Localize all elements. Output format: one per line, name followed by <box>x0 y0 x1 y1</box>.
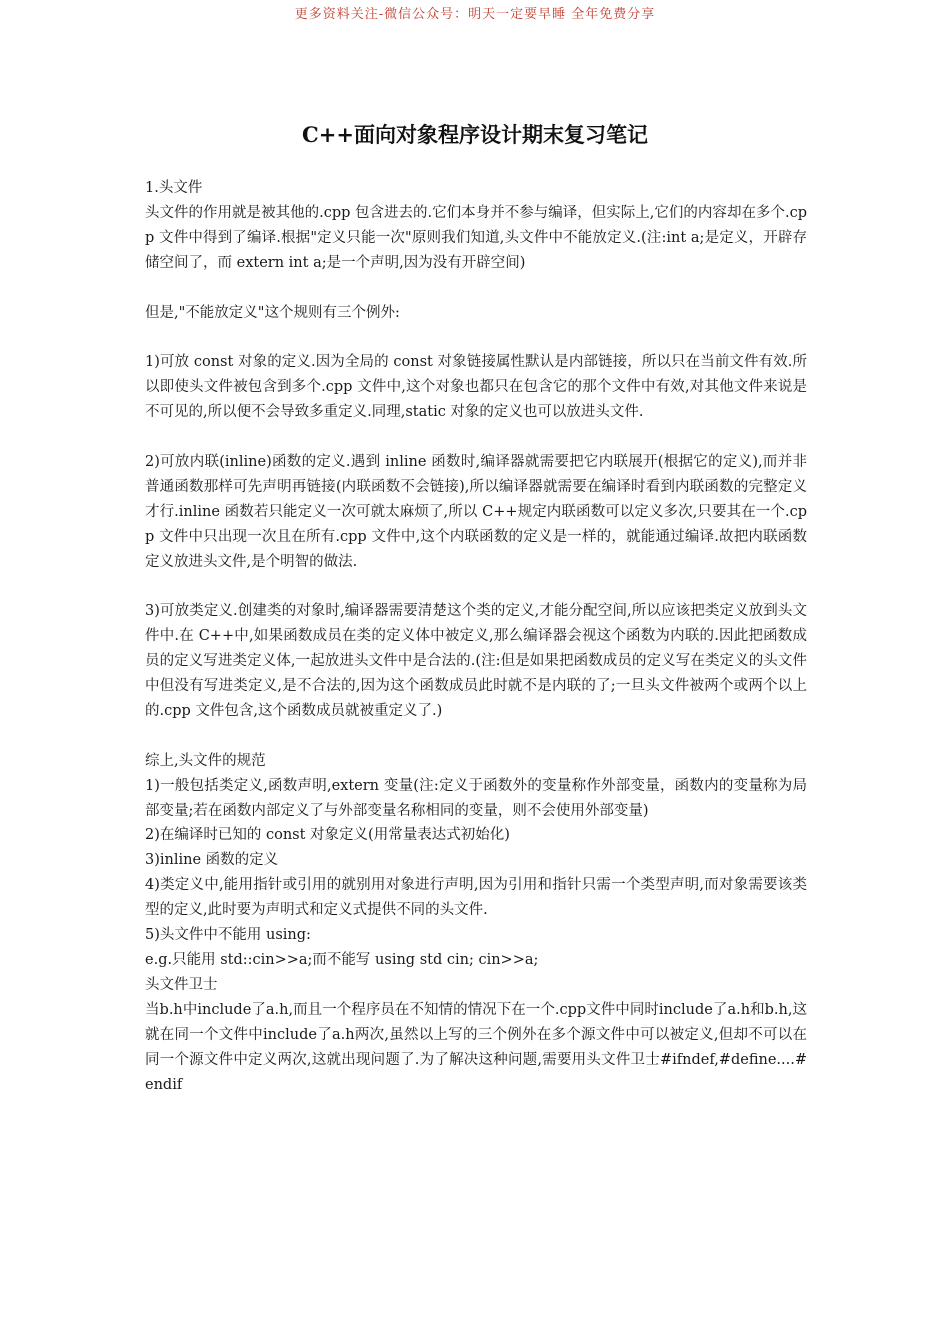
paragraph: 当b.h中include了a.h,而且一个程序员在不知情的情况下在一个.cpp文件中同时include了a.h和b.h,这就在同一个文件中include了a.h两次,虽然以上写的三个例外在多个源文件中可以被定义,但却不可以在同一个源文件中定义两次,这就出现问题了.为了解决这种问题,需要用头文件卫士#ifndef,#define....#endif <box>145 1001 807 1093</box>
list-item: 1)一般包括类定义,函数声明,extern 变量(注:定义于函数外的变量称作外部变量，函数内的变量称为局部变量;若在函数内部定义了与外部变量名称相同的变量，则不会使用外部变量) <box>145 777 807 819</box>
list-item: 5)头文件中不能用 using: <box>145 927 311 944</box>
section-heading: 头文件卫士 <box>145 976 218 993</box>
list-paragraph: 2)可放内联(inline)函数的定义.遇到 inline 函数时,编译器就需要把它内联展开(根据它的定义),而并非普通函数那样可先声明再链接(内联函数不会链接),所以编译器就需要在编译时看到内联函数的完整定义才行.inline 函数若只能定义一次可就太麻烦了,所以 C++规定内联函数可以定义多次,只要其在一个.cpp 文件中只出现一次且在所有.cpp 文件中,这个内联函数的定义是一样的，就能通过编译.故把内联函数定义放进头文件,是个明智的做法. <box>145 453 807 570</box>
code-example: e.g.只能用 std::cin>>a;而不能写 using std cin; cin>>a; <box>145 952 539 969</box>
section-heading: 1.头文件 <box>145 180 203 196</box>
promo-banner: 更多资料关注-微信公众号：明天一定要早睡 全年免费分享 <box>294 7 656 22</box>
list-item: 3)inline 函数的定义 <box>145 852 279 869</box>
paragraph: 头文件的作用就是被其他的.cpp 包含进去的.它们本身并不参与编译，但实际上,它们的内容却在多个.cpp 文件中得到了编译.根据"定义只能一次"原则我们知道,头文件中不能放定义.(注:int a;是定义，开辟存储空间了，而 extern int a;是一个声明,因为没有开辟空间) <box>145 204 807 271</box>
document-body <box>145 176 807 1097</box>
list-paragraph: 3)可放类定义.创建类的对象时,编译器需要清楚这个类的定义,才能分配空间,所以应该把类定义放到头文件中.在 C++中,如果函数成员在类的定义体中被定义,那么编译器会视这个函数为内联的.因此把函数成员的定义写进类定义体,一起放进头文件中是合法的.(注:但是如果把函数成员的定义写在类定义的头文件中但没有写进类定义,是不合法的,因为这个函数成员此时就不是内联的了;一旦头文件被两个或两个以上的.cpp 文件包含,这个函数成员就被重定义了.) <box>145 603 807 719</box>
paragraph: 综上,头文件的规范 <box>145 752 266 769</box>
list-item: 2)在编译时已知的 const 对象定义(用常量表达式初始化) <box>145 827 510 844</box>
list-item: 4)类定义中,能用指针或引用的就别用对象进行声明,因为引用和指针只需一个类型声明,而对象需要该类型的定义,此时要为声明式和定义式提供不同的头文件. <box>145 877 807 919</box>
list-paragraph: 1)可放 const 对象的定义.因为全局的 const 对象链接属性默认是内部链接，所以只在当前文件有效.所以即使头文件被包含到多个.cpp 文件中,这个对象也都只在包含它的那个文件中有效,对其他文件来说是不可见的,所以便不会导致多重定义.同理,static 对象的定义也可以放进头文件. <box>145 354 807 421</box>
paragraph: 但是,"不能放定义"这个规则有三个例外: <box>145 304 400 321</box>
document-title: C++面向对象程序设计期末复习笔记 <box>302 122 648 148</box>
